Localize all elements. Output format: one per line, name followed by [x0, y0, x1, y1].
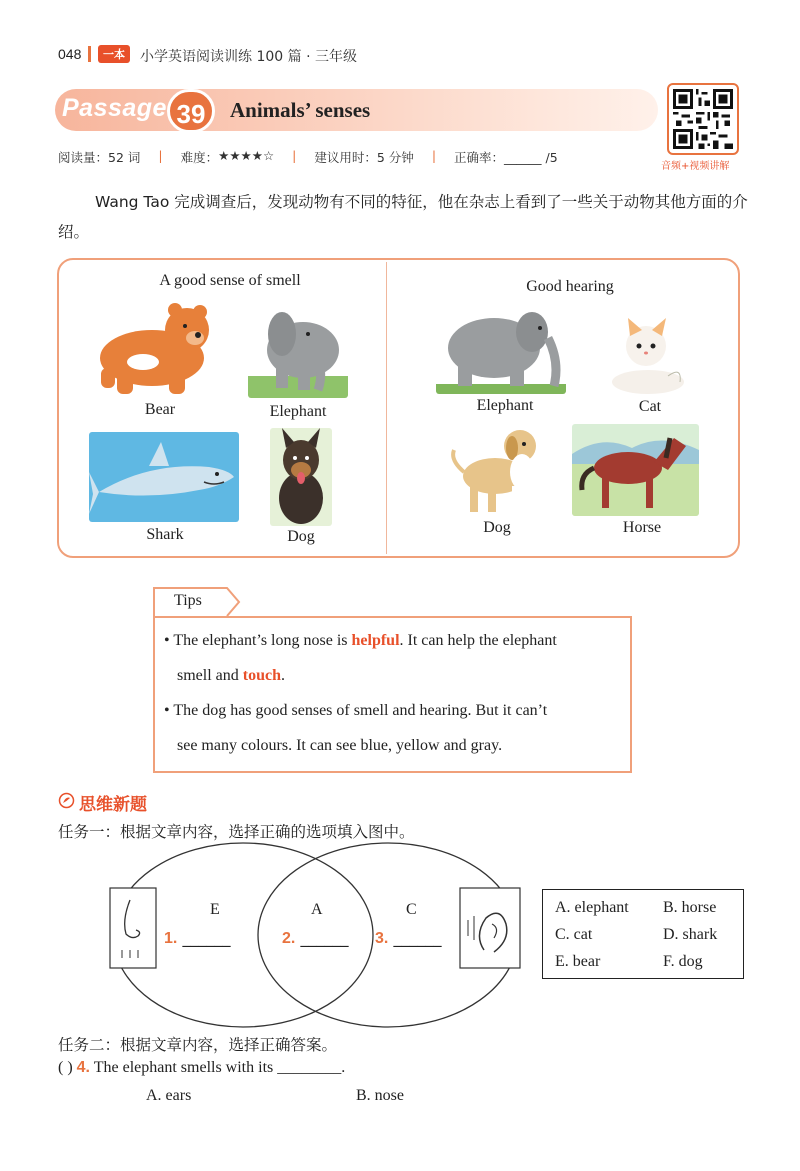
word-count: 阅读量：52 词: [58, 150, 141, 165]
caption-elephant-right: Elephant: [476, 397, 534, 414]
bullet: •: [164, 632, 174, 649]
tip-2-line-2: see many colours. It can see blue, yellow and gray.: [177, 737, 503, 754]
question-4: [58, 1059, 345, 1077]
cat-icon: [608, 316, 688, 396]
caption-shark: Shark: [146, 526, 184, 543]
dog-icon: [270, 428, 332, 526]
blank-1-line[interactable]: ______: [182, 928, 231, 947]
blank-2-number: 2.: [282, 930, 296, 947]
q4-option-a[interactable]: A. ears: [146, 1087, 192, 1104]
elephant-icon: [248, 298, 348, 398]
blank-1-number: 1.: [164, 930, 178, 947]
difficulty-label: 难度：: [180, 150, 219, 165]
tip-text: . It can help the elephant: [399, 632, 557, 649]
meta-separator: |: [292, 148, 297, 163]
accuracy-field[interactable]: 正确率：______ /5: [454, 150, 558, 165]
elephant-illustration-right: [436, 302, 566, 394]
suggested-time: 建议用时：5 分钟: [314, 150, 414, 165]
reading-meta: [58, 148, 558, 166]
caption-dog-left: Dog: [287, 528, 315, 545]
qr-caption: 音频+视频讲解: [661, 161, 730, 172]
venn-mid-letter: A: [311, 901, 323, 918]
tip-text: The dog has good senses of smell and hearing. But it can’t: [173, 702, 548, 719]
question-number: 4.: [76, 1059, 90, 1076]
tip-2-line-1: [164, 693, 624, 728]
passage-title: Animals’ senses: [230, 98, 371, 122]
blank-3-number: 3.: [375, 930, 389, 947]
keyword-touch: touch: [242, 667, 281, 684]
elephant-illustration-left: [248, 298, 348, 398]
bear-icon: [87, 300, 217, 396]
horse-icon: [572, 424, 699, 516]
panel-divider: [386, 262, 387, 554]
shark-illustration: [89, 432, 239, 522]
question-text: The elephant smells with its ________.: [93, 1059, 346, 1076]
option-b: B. horse: [663, 899, 717, 916]
passage-label: Passage: [62, 94, 167, 122]
tips-label: Tips: [174, 592, 202, 609]
brand-logo: 一本: [98, 45, 130, 63]
venn-left-letter: E: [210, 901, 220, 918]
caption-horse: Horse: [622, 519, 662, 536]
page-number: 048: [58, 46, 82, 62]
option-d: D. shark: [663, 926, 718, 943]
blank-2-line[interactable]: ______: [300, 928, 349, 947]
option-f: F. dog: [663, 953, 703, 970]
blank-1[interactable]: [164, 928, 230, 948]
keyword-helpful: helpful: [351, 632, 400, 649]
brain-icon: [58, 792, 75, 809]
shark-icon: [89, 432, 239, 522]
horse-illustration: [572, 424, 699, 516]
blank-3[interactable]: [375, 928, 441, 948]
option-e: E. bear: [555, 953, 601, 970]
bear-illustration: [87, 300, 217, 396]
tip-text: The elephant’s long nose is: [173, 632, 352, 649]
option-c: C. cat: [555, 926, 593, 943]
meta-separator: |: [431, 148, 437, 163]
option-a: A. elephant: [555, 899, 629, 916]
caption-cat: Cat: [638, 398, 662, 415]
qr-code-icon: [673, 89, 733, 149]
caption-bear: Bear: [144, 401, 176, 418]
difficulty-stars: ★★★★☆: [218, 148, 275, 163]
tip-text: smell and: [177, 667, 243, 684]
dog-icon: [450, 420, 550, 516]
smell-heading: A good sense of smell: [159, 272, 301, 289]
cat-illustration: [608, 316, 688, 396]
passage-number: 39: [167, 89, 215, 133]
caption-dog-right: Dog: [483, 519, 511, 536]
blank-3-line[interactable]: ______: [393, 928, 442, 947]
answer-paren[interactable]: ( ): [58, 1059, 73, 1076]
hearing-heading: Good hearing: [526, 278, 614, 295]
tip-1-line-2: [177, 658, 617, 693]
task-2-instruction: 任务二：根据文章内容，选择正确答案。: [58, 1036, 338, 1054]
caption-elephant-left: Elephant: [269, 403, 327, 420]
bullet: •: [164, 702, 174, 719]
qr-code[interactable]: [667, 83, 739, 155]
venn-right-letter: C: [406, 901, 417, 918]
intro-paragraph: Wang Tao 完成调查后，发现动物有不同的特征，他在杂志上看到了一些关于动物其他方面的介绍。: [58, 193, 748, 241]
elephant-icon: [436, 302, 566, 394]
tip-text: .: [281, 667, 285, 684]
tip-1-line-1: [164, 623, 624, 658]
task-1-instruction: 任务一：根据文章内容，选择正确的选项填入图中。: [58, 823, 415, 841]
book-title: 小学英语阅读训练 100 篇 · 三年级: [140, 49, 357, 65]
blank-2[interactable]: [282, 928, 348, 948]
q4-option-b[interactable]: B. nose: [356, 1087, 404, 1104]
header-divider: [88, 46, 91, 62]
meta-separator: |: [158, 148, 163, 163]
dog-illustration-left: [270, 428, 332, 526]
section-title: 思维新题: [79, 795, 147, 815]
dog-illustration-right: [450, 420, 550, 516]
